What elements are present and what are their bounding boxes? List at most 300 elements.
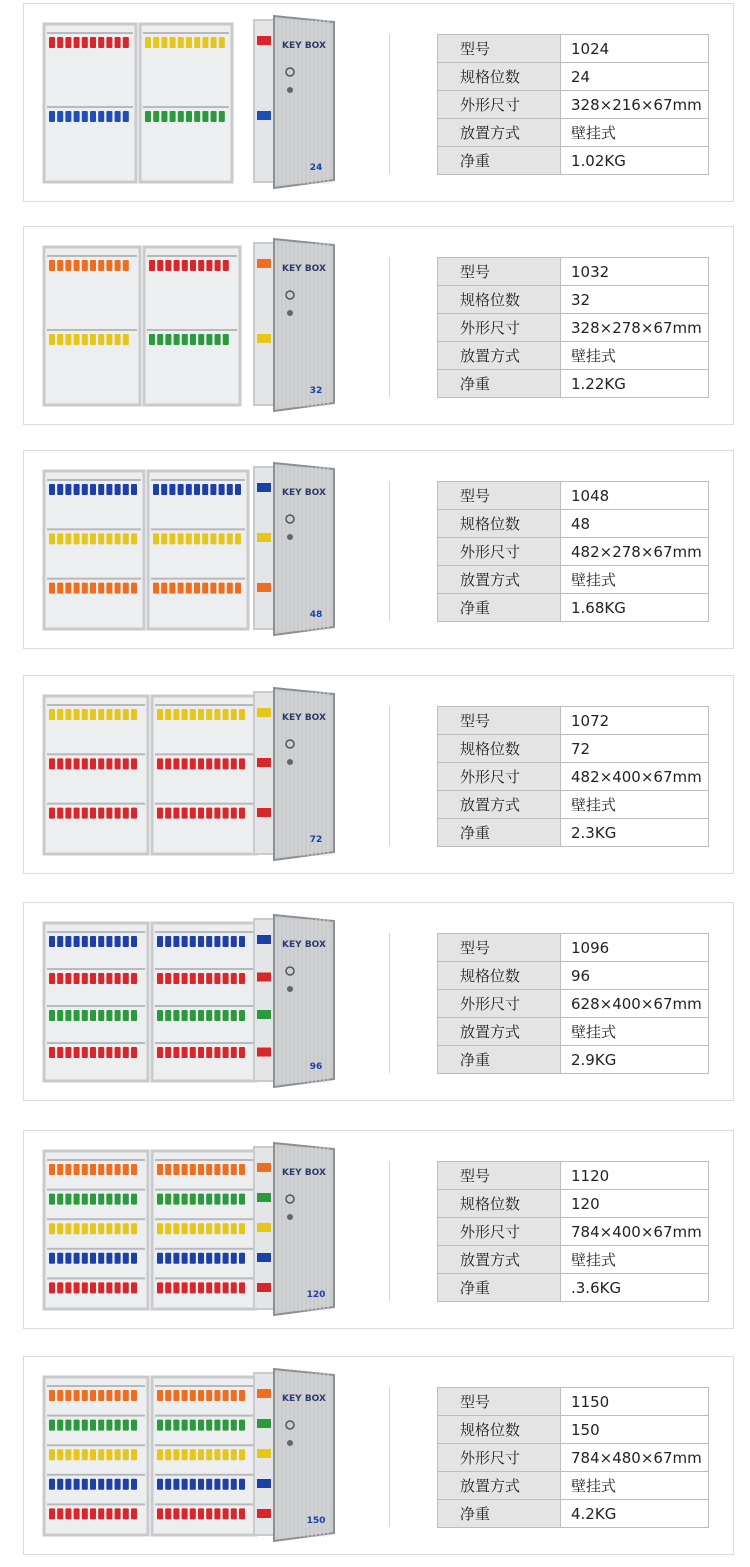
key-cabinet-photo — [30, 682, 380, 867]
spec-value: 32 — [561, 286, 709, 314]
spec-value: 1032 — [561, 258, 709, 286]
left-open-panel — [44, 247, 140, 405]
spec-table — [437, 1161, 709, 1302]
hook-rail — [47, 578, 141, 580]
hook-rail — [47, 106, 133, 108]
key-tag — [82, 1164, 88, 1175]
key-tag — [65, 936, 71, 947]
key-tag — [165, 973, 171, 984]
key-tag — [82, 1194, 88, 1205]
key-tag — [206, 709, 212, 720]
key-tag — [257, 259, 271, 268]
key-tag — [198, 1164, 204, 1175]
key-tag — [115, 758, 121, 769]
key-tag — [223, 1508, 229, 1519]
spec-value: 壁挂式 — [561, 1472, 709, 1500]
key-tag — [206, 334, 212, 345]
key-tag — [149, 334, 155, 345]
key-tag — [74, 1047, 80, 1058]
key-tag — [82, 260, 88, 271]
key-tag — [98, 936, 104, 947]
key-tag — [82, 973, 88, 984]
key-tag — [131, 1479, 137, 1490]
key-tag — [131, 1449, 137, 1460]
key-tag — [174, 334, 180, 345]
spec-key: 外形尺寸 — [438, 314, 561, 342]
hook-rail — [47, 479, 141, 481]
key-tag — [190, 1253, 196, 1264]
key-tag — [157, 1508, 163, 1519]
key-tag — [131, 808, 137, 819]
key-tag — [198, 1390, 204, 1401]
key-tag — [223, 1194, 229, 1205]
key-tag — [98, 1479, 104, 1490]
capacity-label: 32 — [309, 386, 323, 396]
key-tag — [90, 1479, 96, 1490]
key-tag — [190, 1223, 196, 1234]
key-tag — [153, 484, 159, 495]
key-tag — [57, 936, 63, 947]
key-tag — [223, 260, 229, 271]
key-tag — [206, 936, 212, 947]
key-tag — [57, 484, 63, 495]
key-tag — [123, 1449, 129, 1460]
key-tag — [257, 483, 271, 492]
key-tag — [173, 1223, 179, 1234]
key-tag — [190, 758, 196, 769]
key-tag — [206, 973, 212, 984]
key-tag — [206, 1223, 212, 1234]
key-tag — [182, 936, 188, 947]
key-tag — [49, 1282, 55, 1293]
key-tag — [223, 1253, 229, 1264]
key-tag — [202, 533, 208, 544]
key-tag — [90, 709, 96, 720]
key-tag — [98, 334, 104, 345]
key-tag — [214, 1194, 220, 1205]
spec-key: 规格位数 — [438, 510, 561, 538]
key-tag — [49, 1390, 55, 1401]
key-tag — [223, 1164, 229, 1175]
key-tag — [239, 1047, 245, 1058]
keybox-label: KEY BOX — [282, 713, 326, 723]
key-tag — [65, 808, 71, 819]
key-tag — [115, 1194, 121, 1205]
hook-rail — [151, 578, 245, 580]
product-card — [23, 450, 734, 649]
key-tag — [106, 1479, 112, 1490]
key-tag — [65, 1449, 71, 1460]
hook-rail — [155, 1474, 253, 1476]
key-tag — [165, 334, 171, 345]
spec-value: 1.68KG — [561, 594, 709, 622]
key-tag — [165, 936, 171, 947]
spec-row — [438, 735, 709, 763]
key-tag — [219, 533, 225, 544]
key-tag — [214, 1253, 220, 1264]
spec-row — [438, 594, 709, 622]
key-tag — [57, 1282, 63, 1293]
key-tag — [257, 111, 271, 120]
key-tag — [65, 334, 71, 345]
key-tag — [198, 334, 204, 345]
key-tag — [123, 758, 129, 769]
key-tag — [57, 1194, 63, 1205]
spec-table — [437, 933, 709, 1074]
hook-rail — [155, 1159, 253, 1161]
key-tag — [65, 1390, 71, 1401]
key-tag — [57, 1479, 63, 1490]
key-tag — [239, 1449, 245, 1460]
hook-rail — [155, 931, 253, 933]
key-tag — [98, 1282, 104, 1293]
hook-rail — [155, 1248, 253, 1250]
hook-rail — [155, 968, 253, 970]
key-tag — [231, 1223, 237, 1234]
key-tag — [123, 1223, 129, 1234]
hook-rail — [155, 1444, 253, 1446]
key-tag — [257, 1419, 271, 1428]
keyhole-icon — [287, 1214, 293, 1220]
key-tag — [65, 1282, 71, 1293]
key-tag — [82, 1508, 88, 1519]
key-tag — [227, 583, 233, 594]
key-tag — [182, 1164, 188, 1175]
key-tag — [223, 334, 229, 345]
spec-row — [438, 763, 709, 791]
key-tag — [161, 111, 167, 122]
key-tag — [182, 1420, 188, 1431]
key-tag — [98, 1508, 104, 1519]
key-tag — [157, 334, 163, 345]
key-tag — [49, 583, 55, 594]
key-tag — [115, 936, 121, 947]
key-tag — [74, 334, 80, 345]
product-card — [23, 226, 734, 425]
key-tag — [82, 484, 88, 495]
key-tag — [65, 111, 71, 122]
spec-row — [438, 1046, 709, 1074]
key-tag — [82, 111, 88, 122]
spec-table — [437, 706, 709, 847]
key-tag — [157, 1253, 163, 1264]
key-tag — [123, 484, 129, 495]
key-tag — [49, 758, 55, 769]
key-tag — [198, 936, 204, 947]
key-tag — [157, 1282, 163, 1293]
spec-row — [438, 1218, 709, 1246]
spec-row — [438, 1246, 709, 1274]
key-tag — [90, 1282, 96, 1293]
key-tag — [74, 1194, 80, 1205]
right-open-panel — [144, 247, 240, 405]
key-tag — [173, 1282, 179, 1293]
key-tag — [98, 533, 104, 544]
hook-rail — [155, 1415, 253, 1417]
spec-value: 150 — [561, 1416, 709, 1444]
key-tag — [182, 334, 188, 345]
key-tag — [257, 1479, 271, 1488]
key-tag — [82, 758, 88, 769]
spec-row — [438, 962, 709, 990]
key-tag — [57, 1420, 63, 1431]
key-tag — [82, 1010, 88, 1021]
capacity-label: 72 — [309, 835, 323, 845]
key-tag — [206, 1479, 212, 1490]
key-tag — [190, 1508, 196, 1519]
key-tag — [257, 583, 271, 592]
key-tag — [123, 37, 129, 48]
product-card — [23, 1356, 734, 1555]
left-open-panel — [44, 923, 148, 1081]
key-tag — [169, 533, 175, 544]
key-tag — [231, 709, 237, 720]
key-tag — [157, 936, 163, 947]
key-tag — [65, 1223, 71, 1234]
key-tag — [157, 1449, 163, 1460]
spec-row — [438, 934, 709, 962]
key-tag — [115, 484, 121, 495]
key-tag — [257, 1048, 271, 1057]
spec-value: 1024 — [561, 35, 709, 63]
key-tag — [206, 808, 212, 819]
divider — [389, 1387, 390, 1527]
key-tag — [57, 709, 63, 720]
spec-row — [438, 566, 709, 594]
hook-rail — [47, 1159, 145, 1161]
key-tag — [190, 334, 196, 345]
key-tag — [115, 1282, 121, 1293]
spec-row — [438, 707, 709, 735]
key-tag — [74, 1010, 80, 1021]
closed-cabinet — [254, 16, 334, 188]
key-tag — [74, 1449, 80, 1460]
key-tag — [123, 1390, 129, 1401]
key-tag — [190, 936, 196, 947]
key-tag — [123, 936, 129, 947]
key-tag — [65, 1010, 71, 1021]
hook-rail — [155, 1385, 253, 1387]
key-tag — [235, 583, 241, 594]
key-tag — [186, 111, 192, 122]
hook-rail — [143, 106, 229, 108]
right-open-panel — [152, 1377, 256, 1535]
closed-cabinet — [254, 1143, 334, 1315]
key-tag — [98, 808, 104, 819]
key-tag — [165, 1282, 171, 1293]
key-tag — [145, 111, 151, 122]
key-tag — [157, 1390, 163, 1401]
key-tag — [239, 1420, 245, 1431]
right-open-panel — [152, 1151, 256, 1309]
key-tag — [223, 936, 229, 947]
key-tag — [98, 260, 104, 271]
spec-key: 外形尺寸 — [438, 1444, 561, 1472]
spec-key: 放置方式 — [438, 1472, 561, 1500]
key-tag — [161, 533, 167, 544]
key-tag — [82, 1253, 88, 1264]
key-tag — [131, 758, 137, 769]
key-tag — [214, 808, 220, 819]
hook-rail — [47, 1218, 145, 1220]
key-tag — [115, 260, 121, 271]
key-tag — [223, 973, 229, 984]
key-tag — [65, 973, 71, 984]
key-tag — [239, 1479, 245, 1490]
key-tag — [157, 1223, 163, 1234]
key-tag — [74, 936, 80, 947]
key-tag — [198, 1047, 204, 1058]
key-tag — [153, 583, 159, 594]
key-tag — [165, 260, 171, 271]
spec-row — [438, 286, 709, 314]
key-tag — [198, 1449, 204, 1460]
key-tag — [198, 758, 204, 769]
key-tag — [90, 484, 96, 495]
key-tag — [165, 1047, 171, 1058]
key-tag — [194, 533, 200, 544]
key-tag — [106, 1390, 112, 1401]
hook-rail — [155, 1277, 253, 1279]
hook-rail — [47, 1503, 145, 1505]
key-tag — [190, 709, 196, 720]
spec-key: 规格位数 — [438, 63, 561, 91]
keyhole-icon — [287, 534, 293, 540]
key-tag — [123, 533, 129, 544]
key-tag — [74, 1390, 80, 1401]
key-tag — [131, 709, 137, 720]
key-tag — [98, 1223, 104, 1234]
key-tag — [115, 1223, 121, 1234]
key-tag — [74, 260, 80, 271]
hook-rail — [151, 528, 245, 530]
key-tag — [173, 1194, 179, 1205]
spec-row — [438, 119, 709, 147]
spec-value: 壁挂式 — [561, 566, 709, 594]
key-tag — [190, 1449, 196, 1460]
key-tag — [214, 1223, 220, 1234]
key-tag — [98, 758, 104, 769]
key-tag — [178, 583, 184, 594]
key-tag — [165, 709, 171, 720]
hook-rail — [147, 255, 237, 257]
hook-rail — [47, 255, 137, 257]
hook-rail — [155, 803, 253, 805]
key-tag — [90, 1194, 96, 1205]
key-tag — [214, 936, 220, 947]
key-tag — [115, 37, 121, 48]
key-tag — [214, 1390, 220, 1401]
key-tag — [182, 1047, 188, 1058]
key-tag — [194, 37, 200, 48]
key-tag — [257, 1253, 271, 1262]
key-tag — [106, 1223, 112, 1234]
key-tag — [214, 1047, 220, 1058]
key-tag — [231, 1194, 237, 1205]
key-tag — [257, 708, 271, 717]
key-tag — [257, 935, 271, 944]
key-tag — [98, 484, 104, 495]
key-tag — [178, 37, 184, 48]
key-tag — [165, 808, 171, 819]
spec-row — [438, 1416, 709, 1444]
key-tag — [131, 1420, 137, 1431]
key-tag — [123, 808, 129, 819]
divider — [389, 1161, 390, 1301]
divider — [389, 933, 390, 1073]
key-tag — [157, 709, 163, 720]
key-tag — [74, 37, 80, 48]
keybox-label: KEY BOX — [282, 488, 326, 498]
key-tag — [239, 1390, 245, 1401]
key-tag — [173, 1390, 179, 1401]
key-tag — [123, 1047, 129, 1058]
key-tag — [214, 1508, 220, 1519]
key-tag — [131, 1223, 137, 1234]
key-tag — [173, 758, 179, 769]
spec-row — [438, 1162, 709, 1190]
spec-key: 放置方式 — [438, 1246, 561, 1274]
spec-value: 1.22KG — [561, 370, 709, 398]
key-tag — [82, 1047, 88, 1058]
key-tag — [153, 37, 159, 48]
spec-key: 型号 — [438, 1162, 561, 1190]
key-tag — [173, 1508, 179, 1519]
spec-key: 外形尺寸 — [438, 990, 561, 1018]
key-tag — [49, 808, 55, 819]
key-tag — [74, 973, 80, 984]
spec-row — [438, 1388, 709, 1416]
key-tag — [173, 1047, 179, 1058]
key-tag — [82, 1420, 88, 1431]
key-tag — [98, 111, 104, 122]
key-tag — [239, 1164, 245, 1175]
key-tag — [257, 36, 271, 45]
key-tag — [82, 808, 88, 819]
key-tag — [157, 1010, 163, 1021]
key-tag — [239, 973, 245, 984]
key-tag — [115, 1164, 121, 1175]
divider — [389, 481, 390, 621]
key-tag — [82, 1223, 88, 1234]
key-tag — [90, 37, 96, 48]
key-tag — [90, 334, 96, 345]
hook-rail — [155, 1005, 253, 1007]
key-tag — [165, 1508, 171, 1519]
spec-table — [437, 1387, 709, 1528]
key-tag — [115, 1390, 121, 1401]
key-tag — [74, 1253, 80, 1264]
key-tag — [173, 1479, 179, 1490]
key-tag — [115, 1253, 121, 1264]
key-tag — [206, 758, 212, 769]
key-tag — [173, 808, 179, 819]
key-tag — [57, 1253, 63, 1264]
spec-row — [438, 1190, 709, 1218]
hook-rail — [47, 32, 133, 34]
key-tag — [123, 334, 129, 345]
key-tag — [90, 1508, 96, 1519]
key-tag — [49, 1253, 55, 1264]
hook-rail — [155, 1189, 253, 1191]
key-tag — [106, 936, 112, 947]
spec-key: 外形尺寸 — [438, 763, 561, 791]
key-tag — [169, 583, 175, 594]
key-tag — [106, 973, 112, 984]
key-tag — [131, 1390, 137, 1401]
key-tag — [231, 758, 237, 769]
key-tag — [257, 334, 271, 343]
